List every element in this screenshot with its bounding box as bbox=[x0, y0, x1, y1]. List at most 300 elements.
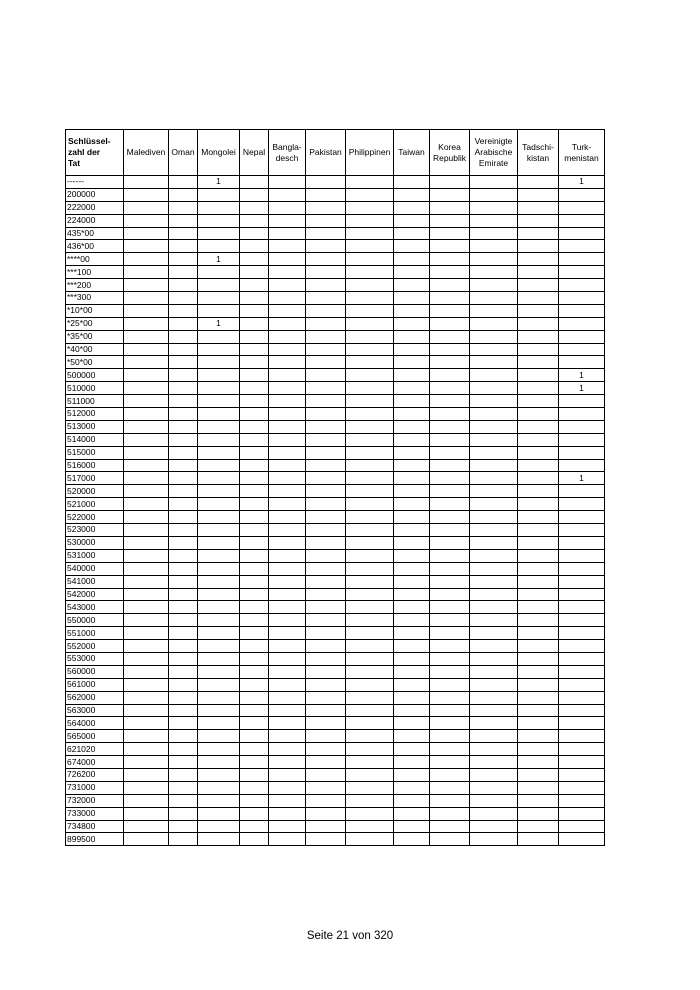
count-cell bbox=[198, 652, 240, 665]
count-cell bbox=[169, 768, 198, 781]
count-cell bbox=[346, 279, 394, 292]
count-cell bbox=[430, 446, 470, 459]
count-cell bbox=[346, 227, 394, 240]
count-cell bbox=[124, 833, 169, 846]
count-cell bbox=[470, 820, 518, 833]
offense-key-cell: 734800 bbox=[66, 820, 124, 833]
count-cell bbox=[169, 833, 198, 846]
count-cell bbox=[169, 459, 198, 472]
count-cell bbox=[306, 833, 346, 846]
count-cell bbox=[346, 807, 394, 820]
count-cell bbox=[346, 498, 394, 511]
count-cell bbox=[240, 833, 269, 846]
table-row bbox=[66, 562, 605, 575]
count-cell bbox=[470, 640, 518, 653]
count-cell bbox=[559, 420, 605, 433]
count-cell bbox=[430, 498, 470, 511]
count-cell bbox=[198, 408, 240, 421]
count-cell bbox=[124, 575, 169, 588]
count-cell bbox=[346, 730, 394, 743]
count-cell bbox=[169, 575, 198, 588]
count-cell bbox=[518, 652, 559, 665]
count-cell bbox=[198, 717, 240, 730]
count-cell bbox=[169, 408, 198, 421]
table-row bbox=[66, 678, 605, 691]
count-cell bbox=[346, 433, 394, 446]
count-cell bbox=[240, 395, 269, 408]
table-row bbox=[66, 459, 605, 472]
count-cell bbox=[430, 201, 470, 214]
count-cell bbox=[470, 433, 518, 446]
count-cell bbox=[240, 575, 269, 588]
count-cell bbox=[198, 691, 240, 704]
column-header: Philippinen bbox=[346, 130, 394, 176]
count-cell bbox=[240, 214, 269, 227]
column-header: Malediven bbox=[124, 130, 169, 176]
table-row bbox=[66, 472, 605, 485]
count-cell bbox=[394, 227, 430, 240]
count-cell bbox=[394, 704, 430, 717]
count-cell bbox=[124, 472, 169, 485]
count-cell bbox=[269, 678, 306, 691]
count-cell bbox=[518, 420, 559, 433]
count-cell bbox=[124, 446, 169, 459]
count-cell bbox=[198, 807, 240, 820]
count-cell bbox=[198, 601, 240, 614]
count-cell bbox=[430, 433, 470, 446]
count-cell bbox=[240, 524, 269, 537]
count-cell bbox=[470, 833, 518, 846]
count-cell bbox=[394, 627, 430, 640]
offense-key-cell: 731000 bbox=[66, 781, 124, 794]
count-cell bbox=[430, 730, 470, 743]
count-cell bbox=[240, 369, 269, 382]
offense-key-cell: 551000 bbox=[66, 627, 124, 640]
count-cell bbox=[559, 704, 605, 717]
count-cell bbox=[198, 768, 240, 781]
offense-key-cell: ***200 bbox=[66, 279, 124, 292]
count-cell bbox=[269, 446, 306, 459]
key-column-header: Schlüssel- zahl der Tat bbox=[66, 130, 124, 176]
count-cell bbox=[430, 227, 470, 240]
count-cell bbox=[394, 472, 430, 485]
count-cell bbox=[124, 640, 169, 653]
count-cell bbox=[269, 820, 306, 833]
count-cell bbox=[240, 665, 269, 678]
count-cell bbox=[198, 833, 240, 846]
count-cell bbox=[518, 743, 559, 756]
count-cell bbox=[430, 536, 470, 549]
count-cell bbox=[430, 575, 470, 588]
count-cell bbox=[470, 627, 518, 640]
count-cell bbox=[430, 330, 470, 343]
offense-key-cell: 550000 bbox=[66, 614, 124, 627]
count-cell bbox=[269, 614, 306, 627]
count-cell bbox=[346, 678, 394, 691]
count-cell bbox=[394, 214, 430, 227]
count-cell bbox=[269, 743, 306, 756]
count-cell bbox=[430, 459, 470, 472]
count-cell bbox=[269, 227, 306, 240]
count-cell bbox=[240, 240, 269, 253]
count-cell bbox=[559, 330, 605, 343]
offense-key-cell: 516000 bbox=[66, 459, 124, 472]
count-cell bbox=[518, 485, 559, 498]
count-cell bbox=[269, 188, 306, 201]
column-header: Taiwan bbox=[394, 130, 430, 176]
count-cell bbox=[430, 704, 470, 717]
count-cell bbox=[169, 794, 198, 807]
count-cell bbox=[430, 356, 470, 369]
count-cell bbox=[306, 343, 346, 356]
count-cell bbox=[518, 317, 559, 330]
count-cell bbox=[430, 614, 470, 627]
count-cell bbox=[518, 253, 559, 266]
count-cell bbox=[470, 730, 518, 743]
table-row bbox=[66, 343, 605, 356]
count-cell bbox=[198, 292, 240, 305]
count-cell bbox=[470, 601, 518, 614]
count-cell bbox=[306, 485, 346, 498]
count-cell bbox=[240, 472, 269, 485]
offense-key-cell: *40*00 bbox=[66, 343, 124, 356]
count-cell bbox=[518, 717, 559, 730]
count-cell bbox=[306, 627, 346, 640]
count-cell bbox=[306, 717, 346, 730]
count-cell bbox=[346, 536, 394, 549]
count-cell bbox=[240, 717, 269, 730]
table-row bbox=[66, 240, 605, 253]
count-cell bbox=[124, 524, 169, 537]
offense-key-cell: 513000 bbox=[66, 420, 124, 433]
count-cell bbox=[394, 485, 430, 498]
offense-key-cell: *10*00 bbox=[66, 304, 124, 317]
table-row bbox=[66, 201, 605, 214]
count-cell bbox=[559, 433, 605, 446]
count-cell bbox=[518, 614, 559, 627]
count-cell bbox=[169, 807, 198, 820]
count-cell bbox=[306, 408, 346, 421]
count-cell bbox=[394, 768, 430, 781]
count-cell bbox=[394, 562, 430, 575]
count-cell bbox=[306, 807, 346, 820]
count-cell bbox=[430, 420, 470, 433]
count-cell bbox=[394, 511, 430, 524]
offense-key-cell: 732000 bbox=[66, 794, 124, 807]
count-cell bbox=[394, 665, 430, 678]
page-number: Seite 21 von 320 bbox=[306, 930, 394, 942]
count-cell bbox=[269, 433, 306, 446]
table-row bbox=[66, 292, 605, 305]
count-cell bbox=[346, 588, 394, 601]
count-cell bbox=[346, 472, 394, 485]
table-row bbox=[66, 485, 605, 498]
count-cell bbox=[240, 498, 269, 511]
count-cell bbox=[306, 678, 346, 691]
count-cell bbox=[346, 240, 394, 253]
count-cell bbox=[240, 756, 269, 769]
count-cell bbox=[306, 768, 346, 781]
count-cell bbox=[470, 691, 518, 704]
count-cell bbox=[518, 459, 559, 472]
count-cell bbox=[124, 678, 169, 691]
count-cell bbox=[306, 279, 346, 292]
table-row bbox=[66, 356, 605, 369]
count-cell bbox=[169, 743, 198, 756]
count-cell bbox=[518, 511, 559, 524]
count-cell bbox=[124, 433, 169, 446]
count-cell bbox=[559, 820, 605, 833]
count-cell bbox=[559, 395, 605, 408]
count-cell bbox=[394, 614, 430, 627]
count-cell bbox=[559, 730, 605, 743]
count-cell bbox=[559, 240, 605, 253]
count-cell bbox=[559, 317, 605, 330]
count-cell bbox=[198, 395, 240, 408]
count-cell bbox=[124, 691, 169, 704]
count-cell bbox=[306, 240, 346, 253]
count-cell bbox=[470, 717, 518, 730]
count-cell bbox=[198, 627, 240, 640]
count-cell bbox=[240, 304, 269, 317]
count-cell bbox=[198, 511, 240, 524]
table-row bbox=[66, 820, 605, 833]
count-cell bbox=[169, 201, 198, 214]
count-cell bbox=[306, 176, 346, 189]
count-cell bbox=[269, 214, 306, 227]
count-cell bbox=[559, 511, 605, 524]
count-cell bbox=[470, 807, 518, 820]
count-cell bbox=[559, 343, 605, 356]
count-cell bbox=[124, 214, 169, 227]
count-cell bbox=[518, 498, 559, 511]
count-cell bbox=[240, 459, 269, 472]
count-cell bbox=[169, 562, 198, 575]
offense-key-cell: 222000 bbox=[66, 201, 124, 214]
offense-key-cell: 435*00 bbox=[66, 227, 124, 240]
count-cell bbox=[306, 511, 346, 524]
count-cell bbox=[470, 408, 518, 421]
offense-key-cell: 553000 bbox=[66, 652, 124, 665]
count-cell bbox=[559, 794, 605, 807]
offense-key-cell: 511000 bbox=[66, 395, 124, 408]
offense-key-cell: *35*00 bbox=[66, 330, 124, 343]
count-cell bbox=[470, 743, 518, 756]
count-cell bbox=[470, 279, 518, 292]
count-cell bbox=[430, 369, 470, 382]
count-cell bbox=[346, 794, 394, 807]
count-cell bbox=[394, 588, 430, 601]
count-cell bbox=[559, 498, 605, 511]
offense-key-cell: 674000 bbox=[66, 756, 124, 769]
count-cell bbox=[346, 820, 394, 833]
count-cell bbox=[394, 369, 430, 382]
count-cell bbox=[430, 382, 470, 395]
count-cell bbox=[518, 343, 559, 356]
count-cell bbox=[470, 240, 518, 253]
table-row bbox=[66, 433, 605, 446]
count-cell bbox=[124, 292, 169, 305]
count-cell bbox=[269, 395, 306, 408]
table-row bbox=[66, 536, 605, 549]
count-cell bbox=[240, 511, 269, 524]
count-cell bbox=[394, 304, 430, 317]
count-cell bbox=[430, 807, 470, 820]
count-cell bbox=[124, 240, 169, 253]
offense-key-cell: 540000 bbox=[66, 562, 124, 575]
count-cell bbox=[169, 382, 198, 395]
count-cell bbox=[559, 536, 605, 549]
count-cell bbox=[430, 279, 470, 292]
count-cell bbox=[346, 665, 394, 678]
count-cell bbox=[394, 240, 430, 253]
table-row bbox=[66, 743, 605, 756]
count-cell bbox=[124, 562, 169, 575]
count-cell bbox=[518, 730, 559, 743]
count-cell bbox=[346, 691, 394, 704]
count-cell bbox=[559, 446, 605, 459]
count-cell bbox=[240, 627, 269, 640]
count-cell bbox=[518, 330, 559, 343]
count-cell bbox=[470, 214, 518, 227]
count-cell bbox=[430, 408, 470, 421]
count-cell bbox=[240, 446, 269, 459]
count-cell bbox=[518, 433, 559, 446]
count-cell bbox=[269, 833, 306, 846]
count-cell bbox=[240, 317, 269, 330]
count-cell bbox=[346, 369, 394, 382]
table-row bbox=[66, 369, 605, 382]
count-cell bbox=[198, 665, 240, 678]
count-cell bbox=[124, 330, 169, 343]
count-cell bbox=[430, 511, 470, 524]
count-cell bbox=[470, 292, 518, 305]
count-cell bbox=[269, 304, 306, 317]
count-cell bbox=[430, 601, 470, 614]
count-cell bbox=[169, 627, 198, 640]
count-cell bbox=[124, 356, 169, 369]
count-cell bbox=[470, 678, 518, 691]
offense-key-cell: 563000 bbox=[66, 704, 124, 717]
count-cell bbox=[470, 420, 518, 433]
count-cell bbox=[240, 176, 269, 189]
count-cell bbox=[124, 459, 169, 472]
count-cell bbox=[306, 201, 346, 214]
column-header: Mongolei bbox=[198, 130, 240, 176]
count-cell bbox=[430, 588, 470, 601]
count-cell bbox=[470, 459, 518, 472]
table-row bbox=[66, 717, 605, 730]
count-cell bbox=[430, 717, 470, 730]
offense-key-cell: 515000 bbox=[66, 446, 124, 459]
count-cell bbox=[346, 743, 394, 756]
count-cell bbox=[169, 588, 198, 601]
count-cell bbox=[394, 279, 430, 292]
count-cell bbox=[240, 485, 269, 498]
count-cell bbox=[394, 343, 430, 356]
count-cell bbox=[198, 472, 240, 485]
count-cell bbox=[269, 794, 306, 807]
count-cell bbox=[430, 292, 470, 305]
count-cell bbox=[306, 665, 346, 678]
table-row bbox=[66, 524, 605, 537]
table-row bbox=[66, 665, 605, 678]
table-row bbox=[66, 549, 605, 562]
count-cell bbox=[306, 227, 346, 240]
offense-key-cell: 899500 bbox=[66, 833, 124, 846]
count-cell bbox=[198, 536, 240, 549]
count-cell bbox=[169, 369, 198, 382]
count-cell bbox=[306, 459, 346, 472]
count-cell bbox=[306, 743, 346, 756]
count-cell bbox=[559, 188, 605, 201]
count-cell bbox=[346, 176, 394, 189]
offense-key-cell: 520000 bbox=[66, 485, 124, 498]
table-row bbox=[66, 446, 605, 459]
count-cell bbox=[470, 227, 518, 240]
count-cell bbox=[470, 498, 518, 511]
count-cell bbox=[394, 408, 430, 421]
count-cell bbox=[169, 704, 198, 717]
table-row bbox=[66, 575, 605, 588]
count-cell bbox=[559, 201, 605, 214]
count-cell bbox=[269, 756, 306, 769]
count-cell bbox=[518, 472, 559, 485]
count-cell bbox=[269, 511, 306, 524]
count-cell bbox=[240, 562, 269, 575]
count-cell bbox=[124, 317, 169, 330]
count-cell bbox=[430, 304, 470, 317]
count-cell bbox=[518, 395, 559, 408]
count-cell bbox=[269, 627, 306, 640]
count-cell bbox=[124, 730, 169, 743]
count-cell bbox=[430, 240, 470, 253]
count-cell bbox=[169, 511, 198, 524]
count-cell bbox=[198, 678, 240, 691]
count-cell bbox=[518, 820, 559, 833]
count-cell bbox=[124, 743, 169, 756]
count-cell bbox=[518, 266, 559, 279]
count-cell bbox=[240, 536, 269, 549]
count-cell bbox=[198, 575, 240, 588]
count-cell bbox=[240, 601, 269, 614]
count-cell bbox=[346, 214, 394, 227]
count-cell bbox=[394, 730, 430, 743]
count-cell bbox=[559, 627, 605, 640]
count-cell bbox=[470, 704, 518, 717]
count-cell bbox=[269, 472, 306, 485]
count-cell bbox=[169, 472, 198, 485]
count-cell bbox=[198, 704, 240, 717]
count-cell bbox=[559, 807, 605, 820]
count-cell bbox=[430, 549, 470, 562]
count-cell bbox=[559, 665, 605, 678]
count-cell bbox=[269, 717, 306, 730]
count-cell bbox=[240, 807, 269, 820]
count-cell bbox=[306, 588, 346, 601]
count-cell bbox=[346, 627, 394, 640]
count-cell bbox=[559, 227, 605, 240]
count-cell bbox=[470, 524, 518, 537]
count-cell bbox=[306, 704, 346, 717]
count-cell bbox=[394, 201, 430, 214]
count-cell bbox=[559, 304, 605, 317]
count-cell bbox=[269, 549, 306, 562]
count-cell bbox=[470, 201, 518, 214]
count-cell bbox=[240, 420, 269, 433]
count-cell bbox=[346, 485, 394, 498]
count-cell bbox=[124, 717, 169, 730]
